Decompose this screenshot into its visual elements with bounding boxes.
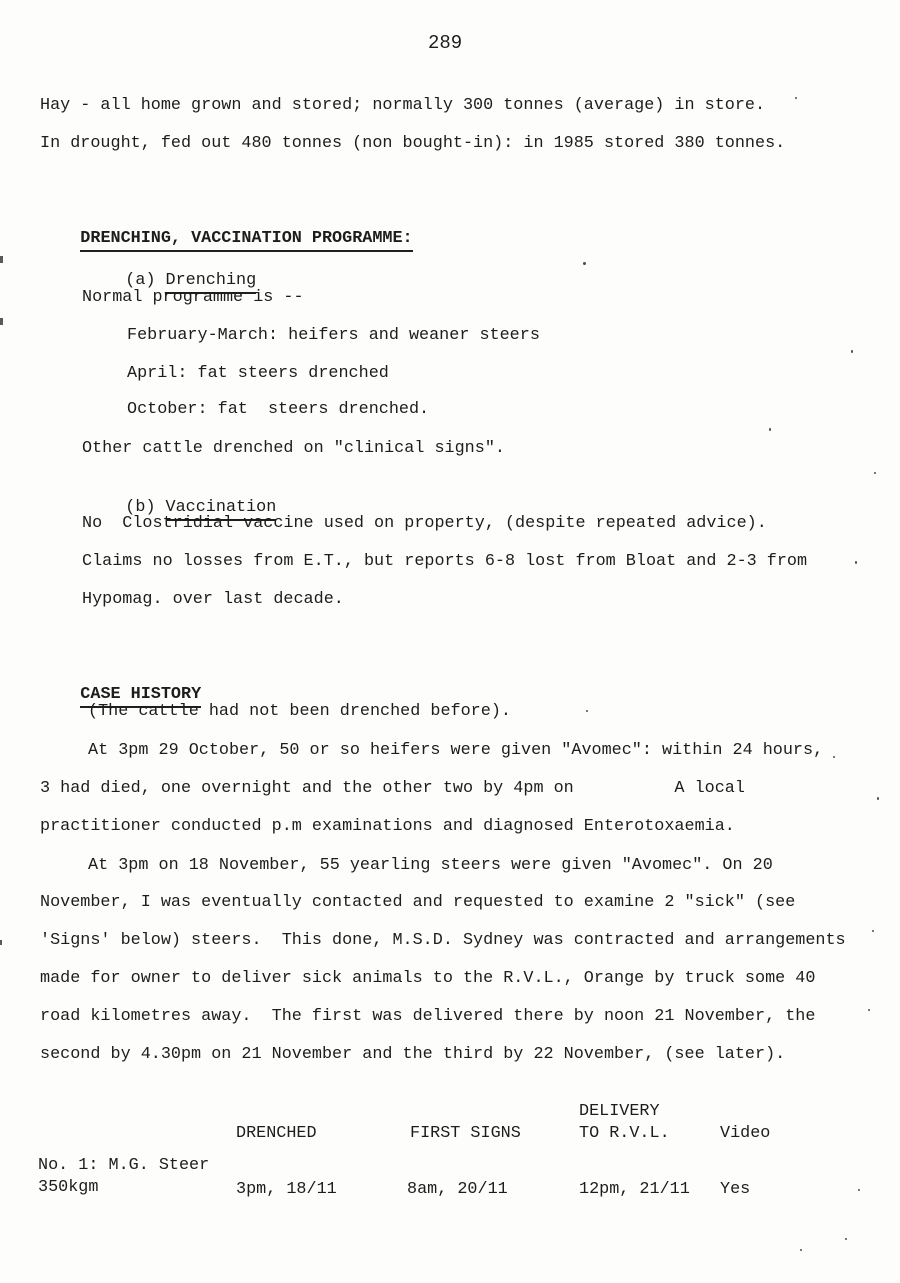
case-history-note: (The cattle had not been drenched before). (88, 702, 511, 721)
vaccination-line-3: Hypomag. over last decade. (82, 590, 344, 609)
schedule-october: October: fat steers drenched. (127, 400, 430, 419)
schedule-feb-march: February-March: heifers and weaner steers (127, 326, 540, 345)
case-p2-line-5: road kilometres away. The first was delivered there by noon 21 November, the (40, 1007, 816, 1026)
other-cattle-line: Other cattle drenched on "clinical signs". (82, 439, 505, 458)
scan-artifact (874, 472, 876, 474)
row1-drenched-value: 3pm, 18/11 (236, 1180, 337, 1199)
table-header-video: Video (720, 1124, 771, 1143)
drought-feed-line: In drought, fed out 480 tonnes (non bought-in): in 1985 stored 380 tonnes. (40, 134, 786, 153)
scan-artifact (845, 1238, 847, 1240)
normal-programme-line: Normal programme is -- (82, 288, 304, 307)
item-a-label: (a) (125, 271, 156, 290)
case-history-heading-text: CASE HISTORY (80, 685, 201, 708)
schedule-april: April: fat steers drenched (127, 364, 389, 383)
scan-artifact (0, 318, 3, 325)
drenching-heading-text: DRENCHING, VACCINATION PROGRAMME: (80, 229, 412, 252)
table-header-drenched: DRENCHED (236, 1124, 317, 1143)
scan-artifact (833, 756, 835, 758)
case-p1-line-3: practitioner conducted p.m examinations and diagnosed Enterotoxaemia. (40, 817, 735, 836)
hay-storage-line: Hay - all home grown and stored; normally 300 tonnes (average) in store. (40, 96, 766, 115)
case-p2-line-4: made for owner to deliver sick animals to the R.V.L., Orange by truck some 40 (40, 969, 816, 988)
case-p2-line-6: second by 4.30pm on 21 November and the third by 22 November, (see later). (40, 1045, 786, 1064)
scan-artifact (583, 262, 586, 265)
case-p1-line-1: At 3pm 29 October, 50 or so heifers were given "Avomec": within 24 hours, (88, 741, 824, 760)
scan-artifact (769, 428, 771, 431)
table-header-first-signs: FIRST SIGNS (410, 1124, 521, 1143)
item-b-title: Vaccination (166, 498, 277, 521)
row1-delivery-value: 12pm, 21/11 (579, 1180, 690, 1199)
scan-artifact (868, 1009, 870, 1011)
row1-video-value: Yes (720, 1180, 751, 1199)
scan-artifact (0, 256, 3, 263)
table-header-delivery-line1: DELIVERY (579, 1102, 660, 1121)
scan-artifact (877, 797, 879, 800)
scan-artifact (586, 710, 588, 712)
scan-artifact (795, 97, 797, 99)
vaccination-line-2: Claims no losses from E.T., but reports 6-8 lost from Bloat and 2-3 from (82, 552, 808, 571)
case-p1-line-2: 3 had died, one overnight and the other two by 4pm on A local (40, 779, 745, 798)
case-p2-line-3: 'Signs' below) steers. This done, M.S.D. Sydney was contracted and arrangements (40, 931, 846, 950)
row1-first-signs-value: 8am, 20/11 (407, 1180, 508, 1199)
item-a-title: Drenching (166, 271, 257, 294)
item-b-label: (b) (125, 498, 156, 517)
row1-label-line1: No. 1: M.G. Steer (38, 1156, 210, 1175)
scan-artifact (872, 930, 874, 932)
row1-label-line2: 350kgm (38, 1178, 99, 1197)
case-p2-line-2: November, I was eventually contacted and requested to examine 2 "sick" (see (40, 893, 796, 912)
scan-artifact (0, 940, 2, 945)
scan-artifact (800, 1249, 802, 1251)
scan-artifact (851, 350, 853, 353)
page-number: 289 (428, 32, 463, 54)
scan-artifact (858, 1189, 860, 1191)
scan-artifact (855, 561, 857, 564)
table-header-delivery-line2: TO R.V.L. (579, 1124, 670, 1143)
vaccination-line-1: No Clostridial vaccine used on property, (despite repeated advice). (82, 514, 767, 533)
case-p2-line-1: At 3pm on 18 November, 55 yearling steers were given "Avomec". On 20 (88, 856, 773, 875)
